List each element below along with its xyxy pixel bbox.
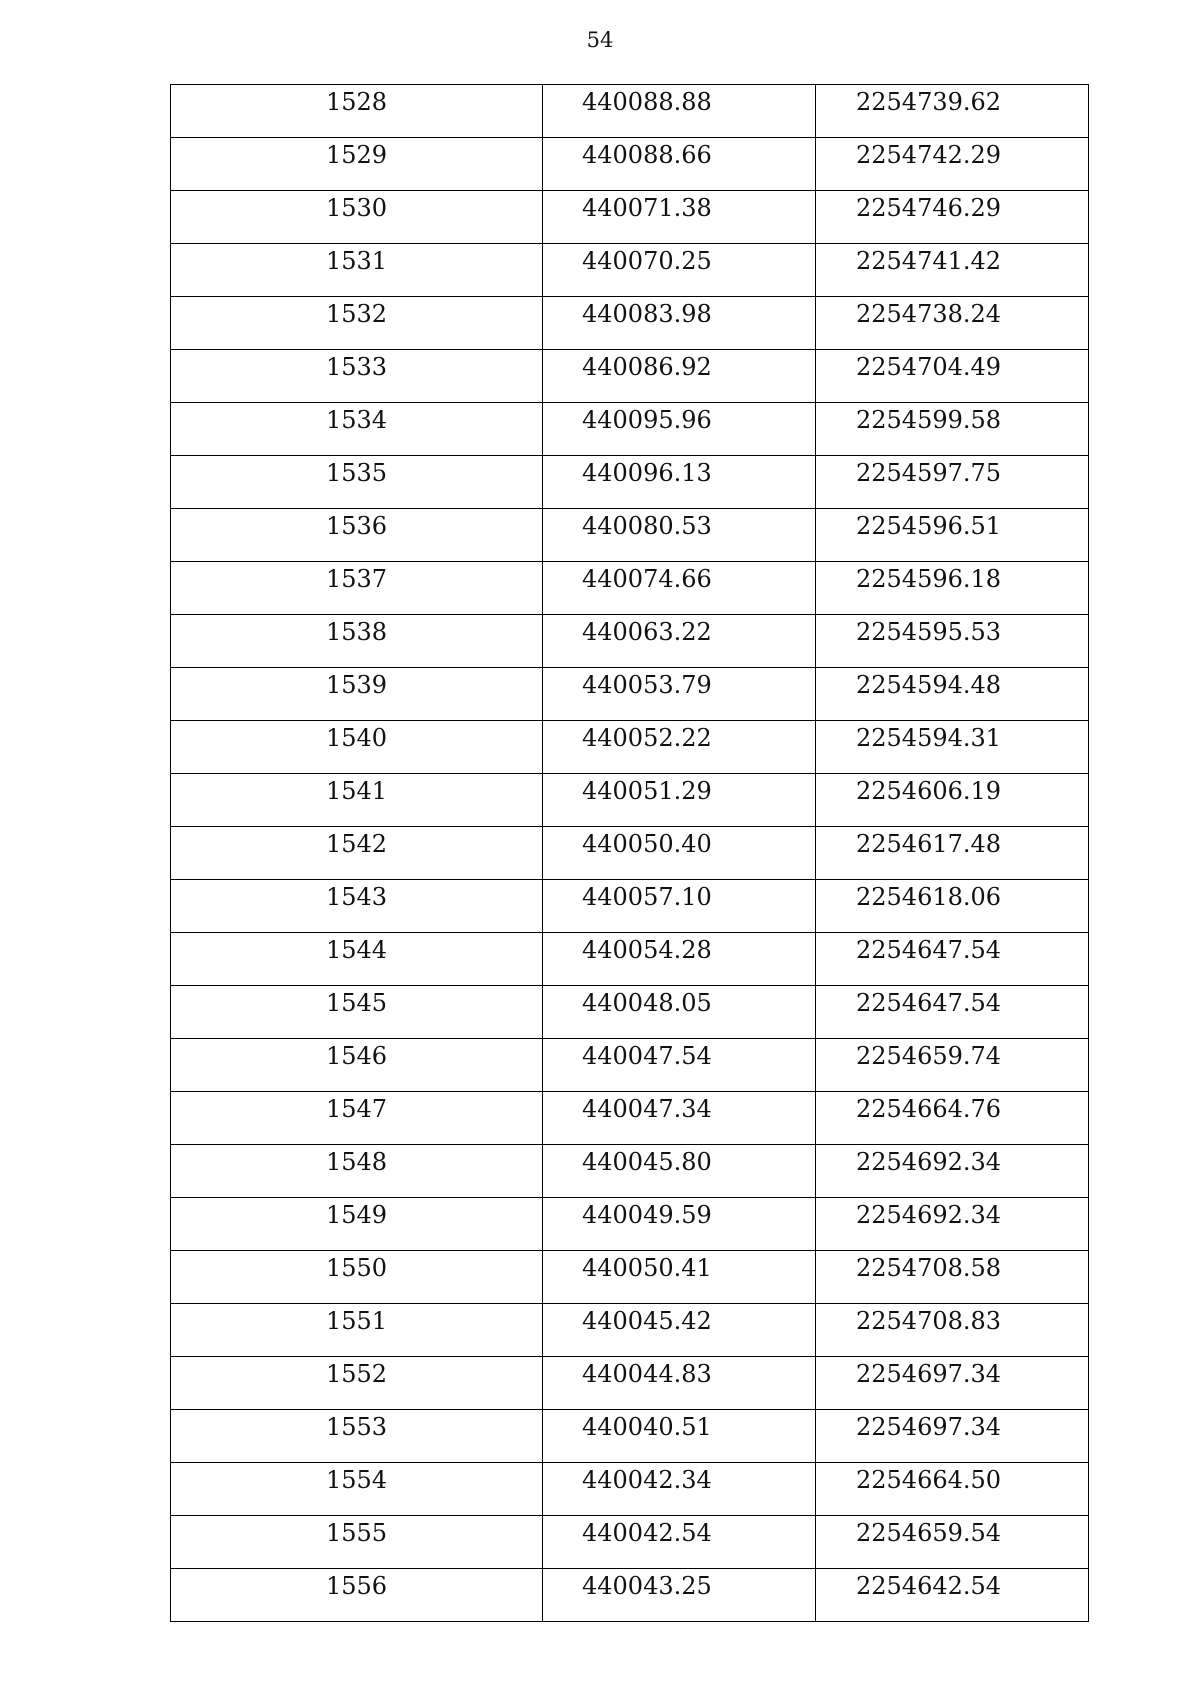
point-number-cell: 1535 bbox=[171, 456, 543, 509]
x-coordinate-cell: 440040.51 bbox=[543, 1410, 816, 1463]
y-coordinate-cell: 2254697.34 bbox=[816, 1357, 1089, 1410]
point-number-cell: 1547 bbox=[171, 1092, 543, 1145]
y-coordinate-cell: 2254692.34 bbox=[816, 1198, 1089, 1251]
y-coordinate-cell: 2254595.53 bbox=[816, 615, 1089, 668]
point-number-cell: 1544 bbox=[171, 933, 543, 986]
y-coordinate-cell: 2254664.50 bbox=[816, 1463, 1089, 1516]
point-number-cell: 1533 bbox=[171, 350, 543, 403]
point-number-cell: 1553 bbox=[171, 1410, 543, 1463]
x-coordinate-cell: 440070.25 bbox=[543, 244, 816, 297]
y-coordinate-cell: 2254708.58 bbox=[816, 1251, 1089, 1304]
point-number-cell: 1537 bbox=[171, 562, 543, 615]
point-number-cell: 1528 bbox=[171, 85, 543, 138]
table-row bbox=[171, 1410, 1089, 1463]
table-row bbox=[171, 1304, 1089, 1357]
point-number-cell: 1551 bbox=[171, 1304, 543, 1357]
y-coordinate-cell: 2254697.34 bbox=[816, 1410, 1089, 1463]
x-coordinate-cell: 440047.34 bbox=[543, 1092, 816, 1145]
table-row bbox=[171, 1463, 1089, 1516]
point-number-cell: 1539 bbox=[171, 668, 543, 721]
y-coordinate-cell: 2254594.31 bbox=[816, 721, 1089, 774]
y-coordinate-cell: 2254741.42 bbox=[816, 244, 1089, 297]
x-coordinate-cell: 440088.66 bbox=[543, 138, 816, 191]
x-coordinate-cell: 440083.98 bbox=[543, 297, 816, 350]
coordinates-table bbox=[170, 84, 1089, 1622]
table-row bbox=[171, 1357, 1089, 1410]
y-coordinate-cell: 2254642.54 bbox=[816, 1569, 1089, 1622]
table-row bbox=[171, 191, 1089, 244]
x-coordinate-cell: 440049.59 bbox=[543, 1198, 816, 1251]
point-number-cell: 1546 bbox=[171, 1039, 543, 1092]
y-coordinate-cell: 2254647.54 bbox=[816, 933, 1089, 986]
x-coordinate-cell: 440042.54 bbox=[543, 1516, 816, 1569]
point-number-cell: 1529 bbox=[171, 138, 543, 191]
table-row bbox=[171, 562, 1089, 615]
x-coordinate-cell: 440053.79 bbox=[543, 668, 816, 721]
y-coordinate-cell: 2254596.51 bbox=[816, 509, 1089, 562]
table-row bbox=[171, 350, 1089, 403]
point-number-cell: 1530 bbox=[171, 191, 543, 244]
table-row bbox=[171, 85, 1089, 138]
table-row bbox=[171, 1198, 1089, 1251]
table-row bbox=[171, 615, 1089, 668]
point-number-cell: 1550 bbox=[171, 1251, 543, 1304]
point-number-cell: 1532 bbox=[171, 297, 543, 350]
x-coordinate-cell: 440095.96 bbox=[543, 403, 816, 456]
table-row bbox=[171, 1516, 1089, 1569]
x-coordinate-cell: 440048.05 bbox=[543, 986, 816, 1039]
x-coordinate-cell: 440086.92 bbox=[543, 350, 816, 403]
y-coordinate-cell: 2254659.54 bbox=[816, 1516, 1089, 1569]
point-number-cell: 1552 bbox=[171, 1357, 543, 1410]
y-coordinate-cell: 2254742.29 bbox=[816, 138, 1089, 191]
table-row bbox=[171, 138, 1089, 191]
point-number-cell: 1541 bbox=[171, 774, 543, 827]
x-coordinate-cell: 440047.54 bbox=[543, 1039, 816, 1092]
point-number-cell: 1538 bbox=[171, 615, 543, 668]
point-number-cell: 1534 bbox=[171, 403, 543, 456]
point-number-cell: 1556 bbox=[171, 1569, 543, 1622]
x-coordinate-cell: 440088.88 bbox=[543, 85, 816, 138]
table-row bbox=[171, 827, 1089, 880]
y-coordinate-cell: 2254599.58 bbox=[816, 403, 1089, 456]
table-row bbox=[171, 509, 1089, 562]
y-coordinate-cell: 2254606.19 bbox=[816, 774, 1089, 827]
table-row bbox=[171, 721, 1089, 774]
point-number-cell: 1542 bbox=[171, 827, 543, 880]
table-row bbox=[171, 933, 1089, 986]
x-coordinate-cell: 440050.41 bbox=[543, 1251, 816, 1304]
y-coordinate-cell: 2254647.54 bbox=[816, 986, 1089, 1039]
point-number-cell: 1545 bbox=[171, 986, 543, 1039]
x-coordinate-cell: 440045.42 bbox=[543, 1304, 816, 1357]
point-number-cell: 1549 bbox=[171, 1198, 543, 1251]
table-row bbox=[171, 1145, 1089, 1198]
x-coordinate-cell: 440080.53 bbox=[543, 509, 816, 562]
x-coordinate-cell: 440054.28 bbox=[543, 933, 816, 986]
y-coordinate-cell: 2254596.18 bbox=[816, 562, 1089, 615]
x-coordinate-cell: 440050.40 bbox=[543, 827, 816, 880]
point-number-cell: 1543 bbox=[171, 880, 543, 933]
y-coordinate-cell: 2254746.29 bbox=[816, 191, 1089, 244]
table-row bbox=[171, 1251, 1089, 1304]
table-row bbox=[171, 297, 1089, 350]
table-row bbox=[171, 1569, 1089, 1622]
table-row bbox=[171, 244, 1089, 297]
x-coordinate-cell: 440043.25 bbox=[543, 1569, 816, 1622]
point-number-cell: 1536 bbox=[171, 509, 543, 562]
point-number-cell: 1548 bbox=[171, 1145, 543, 1198]
y-coordinate-cell: 2254594.48 bbox=[816, 668, 1089, 721]
table-row bbox=[171, 986, 1089, 1039]
x-coordinate-cell: 440063.22 bbox=[543, 615, 816, 668]
point-number-cell: 1540 bbox=[171, 721, 543, 774]
table-row bbox=[171, 774, 1089, 827]
y-coordinate-cell: 2254664.76 bbox=[816, 1092, 1089, 1145]
point-number-cell: 1554 bbox=[171, 1463, 543, 1516]
y-coordinate-cell: 2254704.49 bbox=[816, 350, 1089, 403]
y-coordinate-cell: 2254597.75 bbox=[816, 456, 1089, 509]
y-coordinate-cell: 2254738.24 bbox=[816, 297, 1089, 350]
table-row bbox=[171, 456, 1089, 509]
table-row bbox=[171, 1039, 1089, 1092]
y-coordinate-cell: 2254618.06 bbox=[816, 880, 1089, 933]
y-coordinate-cell: 2254739.62 bbox=[816, 85, 1089, 138]
y-coordinate-cell: 2254617.48 bbox=[816, 827, 1089, 880]
x-coordinate-cell: 440044.83 bbox=[543, 1357, 816, 1410]
x-coordinate-cell: 440045.80 bbox=[543, 1145, 816, 1198]
x-coordinate-cell: 440071.38 bbox=[543, 191, 816, 244]
x-coordinate-cell: 440051.29 bbox=[543, 774, 816, 827]
x-coordinate-cell: 440042.34 bbox=[543, 1463, 816, 1516]
x-coordinate-cell: 440057.10 bbox=[543, 880, 816, 933]
x-coordinate-cell: 440074.66 bbox=[543, 562, 816, 615]
table-row bbox=[171, 880, 1089, 933]
point-number-cell: 1531 bbox=[171, 244, 543, 297]
table-row bbox=[171, 668, 1089, 721]
page-number: 54 bbox=[586, 28, 614, 52]
y-coordinate-cell: 2254659.74 bbox=[816, 1039, 1089, 1092]
y-coordinate-cell: 2254692.34 bbox=[816, 1145, 1089, 1198]
table-row bbox=[171, 403, 1089, 456]
table-row bbox=[171, 1092, 1089, 1145]
point-number-cell: 1555 bbox=[171, 1516, 543, 1569]
y-coordinate-cell: 2254708.83 bbox=[816, 1304, 1089, 1357]
table-body bbox=[171, 85, 1089, 1622]
x-coordinate-cell: 440096.13 bbox=[543, 456, 816, 509]
x-coordinate-cell: 440052.22 bbox=[543, 721, 816, 774]
